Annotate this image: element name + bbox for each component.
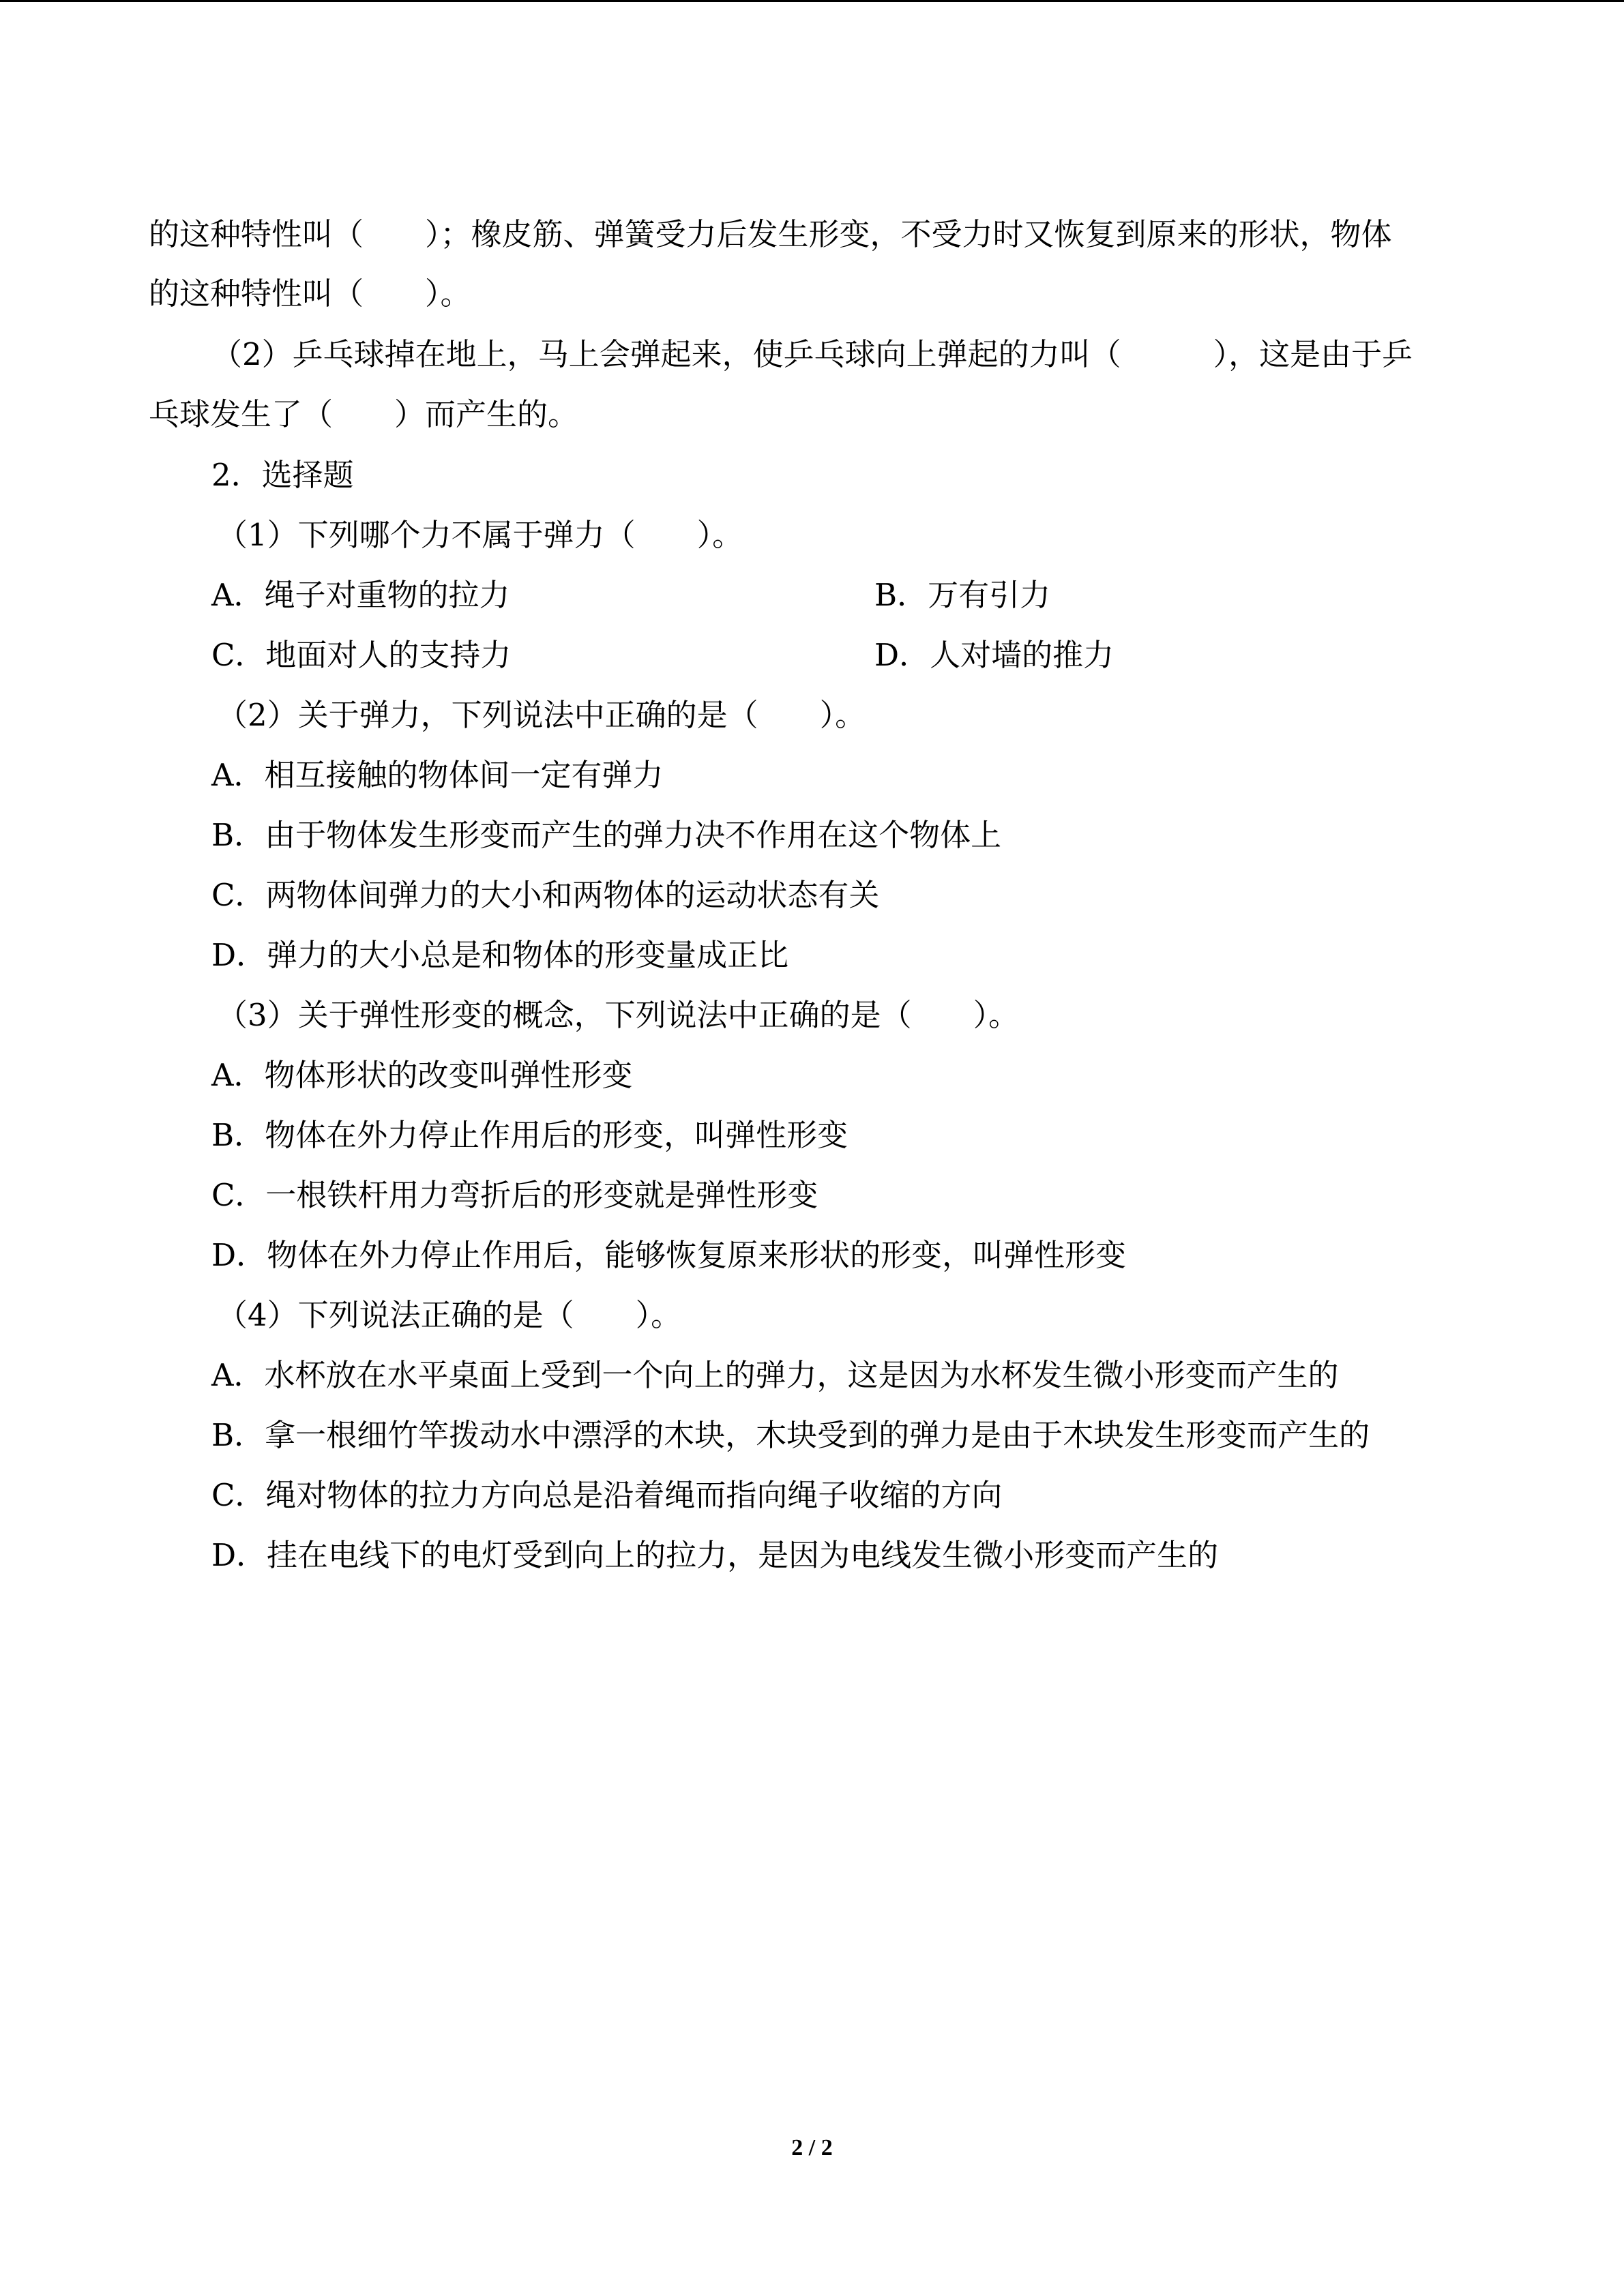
question-3-option-c: C．一根铁杆用力弯折后的形变就是弹性形变 [211, 1177, 818, 1213]
question-2-stem: （2）关于弹力，下列说法中正确的是（ ）。 [217, 697, 866, 733]
question-1-option-d: D．人对墙的推力 [874, 637, 1114, 673]
fill-question-line-2: 的这种特性叫（ ）。 [149, 275, 471, 312]
question-4-option-a: A．水杯放在水平桌面上受到一个向上的弹力，这是因为水杯发生微小形变而产生的 [211, 1357, 1339, 1393]
question-1-option-b: B．万有引力 [874, 577, 1051, 613]
question-1-option-a: A．绳子对重物的拉力 [211, 577, 510, 613]
question-2-option-a: A．相互接触的物体间一定有弹力 [211, 757, 664, 793]
question-4-option-c: C．绳对物体的拉力方向总是沿着绳而指向绳子收缩的方向 [211, 1477, 1003, 1513]
page-number: 2 / 2 [791, 2135, 833, 2160]
question-3-stem: （3）关于弹性形变的概念，下列说法中正确的是（ ）。 [217, 997, 1020, 1033]
question-2-option-c: C．两物体间弹力的大小和两物体的运动状态有关 [211, 877, 880, 913]
top-border-rule [0, 0, 1624, 2]
question-3-option-d: D．物体在外力停止作用后，能够恢复原来形状的形变，叫弹性形变 [211, 1237, 1127, 1273]
question-3-option-a: A．物体形状的改变叫弹性形变 [211, 1057, 633, 1093]
question-1-stem: （1）下列哪个力不属于弹力（ ）。 [217, 517, 743, 553]
question-2-option-d: D．弹力的大小总是和物体的形变量成正比 [211, 937, 789, 973]
fill-question-sub2-line-2: 乓球发生了（ ）而产生的。 [149, 396, 579, 432]
question-1-option-c: C．地面对人的支持力 [211, 637, 512, 673]
question-4-option-b: B．拿一根细竹竿拨动水中漂浮的木块，木块受到的弹力是由于木块发生形变而产生的 [211, 1417, 1370, 1453]
fill-question-line-1: 的这种特性叫（ ）；橡皮筋、弹簧受力后发生形变，不受力时又恢复到原来的形状，物体 [149, 216, 1392, 252]
question-2-option-b: B．由于物体发生形变而产生的弹力决不作用在这个物体上 [211, 817, 1002, 853]
section-heading-choice: 2．选择题 [211, 457, 354, 493]
question-4-option-d: D．挂在电线下的电灯受到向上的拉力，是因为电线发生微小形变而产生的 [211, 1537, 1219, 1573]
question-3-option-b: B．物体在外力停止作用后的形变，叫弹性形变 [211, 1117, 848, 1153]
question-4-stem: （4）下列说法正确的是（ ）。 [217, 1297, 682, 1333]
fill-question-sub2-line-1: （2）乒乓球掉在地上，马上会弹起来，使乒乓球向上弹起的力叫（ ），这是由于乒 [211, 336, 1413, 372]
